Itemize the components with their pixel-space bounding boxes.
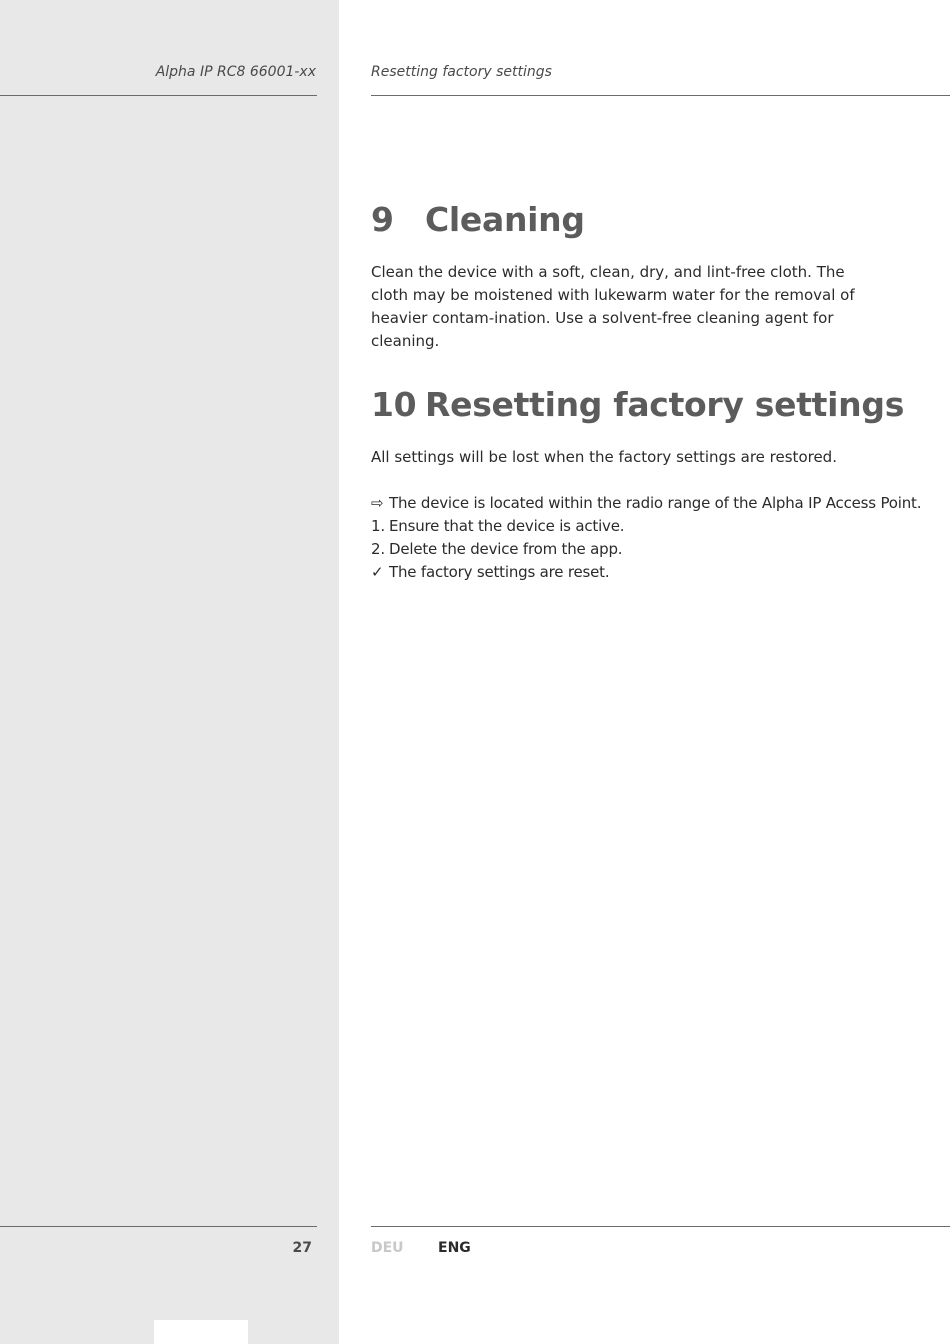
heading-resetting-factory-settings xyxy=(371,385,904,424)
checkmark-icon: ✓ xyxy=(371,563,384,581)
footer-divider-right xyxy=(371,1226,950,1227)
document-title-header: Alpha IP RC8 66001-xx xyxy=(155,64,316,80)
arrow-right-icon: ⇨ xyxy=(371,494,384,512)
step-text: Delete the device from the app. xyxy=(389,540,623,558)
reset-steps-list xyxy=(371,492,922,584)
cleaning-paragraph: Clean the device with a soft, clean, dry, and lint-free cloth. The cloth may be moistened with lukewarm water for the removal of heavier contam-ination. Use a solvent-free cleaning agent for cleaning. xyxy=(371,263,855,350)
reset-intro-paragraph: All settings will be lost when the factory settings are restored. xyxy=(371,448,837,466)
page-number: 27 xyxy=(292,1240,312,1256)
step-text: The factory settings are reset. xyxy=(389,563,610,581)
heading-title: Cleaning xyxy=(425,200,585,239)
list-item xyxy=(371,538,891,561)
list-item xyxy=(371,561,891,584)
heading-number: 10 xyxy=(371,385,417,424)
header-divider-right xyxy=(371,95,950,96)
left-margin-panel xyxy=(0,0,339,1344)
step-text: Ensure that the device is active. xyxy=(389,517,625,535)
language-tab-eng[interactable]: ENG xyxy=(438,1240,471,1256)
list-item xyxy=(371,515,891,538)
heading-title: Resetting factory settings xyxy=(425,385,905,424)
heading-number: 9 xyxy=(371,200,394,239)
step-number: 2. xyxy=(371,540,385,558)
scan-artifact xyxy=(154,1320,248,1344)
section-title-header: Resetting factory settings xyxy=(371,64,552,80)
header-divider-left xyxy=(0,95,317,96)
heading-cleaning xyxy=(371,200,585,239)
step-number: 1. xyxy=(371,517,385,535)
language-tab-deu[interactable]: DEU xyxy=(371,1240,404,1256)
list-item xyxy=(371,492,922,515)
footer-divider-left xyxy=(0,1226,317,1227)
step-text: The device is located within the radio range of the Alpha IP Access Point. xyxy=(389,494,922,512)
